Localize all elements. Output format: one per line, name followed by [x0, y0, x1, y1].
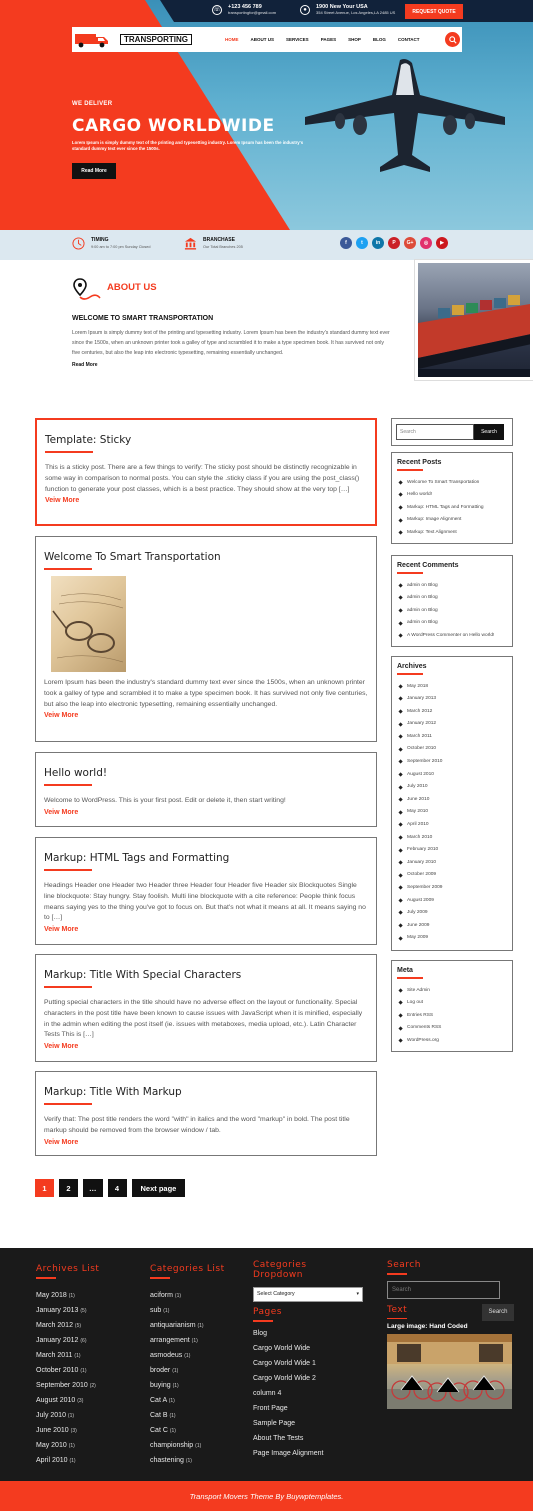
post-title[interactable]: Markup: Title With Markup: [44, 1086, 182, 1098]
footer-category-link[interactable]: [150, 1423, 225, 1438]
post-excerpt: This is a sticky post. There are a few things to verify: The sticky post should be distinctly recognizable in some way in comparison to normal posts. You can style the .sticky class if you are using the post_class() function to generate your post classes, which is a best practice. They should show at the very top […]: [45, 464, 360, 493]
facebook-icon[interactable]: f: [340, 237, 352, 249]
footer-archive-link-label: May 2010: [36, 1441, 67, 1449]
footer-archive-link-count: (1): [80, 1367, 87, 1374]
footer-archive-link[interactable]: [36, 1348, 99, 1363]
nav-shop[interactable]: SHOP: [348, 37, 361, 42]
footer-archive-link-count: (1): [74, 1352, 81, 1359]
archives-list: [397, 681, 507, 945]
main-menu: [219, 37, 426, 42]
branch-info: [184, 237, 243, 250]
post-card: [35, 536, 377, 742]
about-section: [0, 260, 533, 380]
footer-title-underline: [387, 1318, 407, 1320]
meta-link[interactable]: Entries RSS: [397, 1010, 507, 1023]
footer-category-link-label: asmodeus: [150, 1351, 183, 1359]
footer-archive-link[interactable]: [36, 1318, 99, 1333]
widget-title-underline: [397, 977, 423, 979]
footer-archive-link-count: (2): [89, 1382, 96, 1389]
address-title: 1900 New Your USA: [316, 4, 368, 10]
footer-page-link[interactable]: Cargo World Wide 2: [253, 1374, 316, 1382]
cargo-ship-image: [415, 260, 533, 380]
footer-page-link[interactable]: Page Image Alignment: [253, 1449, 324, 1457]
recent-comment-link[interactable]: admin on Blog: [397, 580, 507, 593]
linkedin-icon[interactable]: in: [372, 237, 384, 249]
post-excerpt: Welcome to WordPress. This is your first post. Edit or delete it, then start writing!: [44, 797, 286, 804]
footer-category-link-count: (1): [172, 1382, 179, 1389]
footer-archives: [36, 1264, 99, 1468]
category-dropdown-value: Select Category: [257, 1291, 295, 1297]
recent-comment-link[interactable]: admin on Blog: [397, 617, 507, 630]
meta-link[interactable]: Log out: [397, 997, 507, 1010]
footer-archive-link-count: (5): [80, 1307, 87, 1314]
archive-link[interactable]: April 2010: [397, 819, 507, 832]
footer-title-underline: [36, 1277, 56, 1279]
footer-category-link-count: (1): [195, 1442, 202, 1449]
request-quote-button[interactable]: REQUEST QUOTE: [405, 4, 463, 19]
main-navbar: [72, 27, 462, 52]
branch-title: BRANCHASE: [203, 237, 235, 243]
address-detail: 354 Street Avenue, Los Angeles,LA 2485 US: [316, 10, 396, 15]
footer-dropdown-pages: [253, 1260, 373, 1461]
footer-category-link-count: (1): [197, 1322, 204, 1329]
post-title[interactable]: Welcome To Smart Transportation: [44, 551, 221, 563]
footer-category-link[interactable]: [150, 1363, 225, 1378]
widget-title-underline: [397, 572, 423, 574]
footer-page-link[interactable]: About The Tests: [253, 1434, 304, 1442]
bicycles-image: [387, 1334, 512, 1409]
nav-contact[interactable]: CONTACT: [397, 37, 420, 42]
footer-pages-title: Pages: [253, 1307, 282, 1317]
footer-category-link[interactable]: [150, 1438, 225, 1453]
archive-link[interactable]: October 2010: [397, 743, 507, 756]
instagram-icon[interactable]: ◎: [420, 237, 432, 249]
recent-posts-list: [397, 477, 507, 540]
footer-archive-link[interactable]: [36, 1333, 99, 1348]
hero-read-more-button[interactable]: Read More: [72, 163, 116, 179]
address-contact: [300, 4, 395, 15]
archive-link[interactable]: August 2010: [397, 769, 507, 782]
sidebar-search-button[interactable]: Search: [474, 424, 504, 440]
about-heading: ABOUT US: [107, 282, 157, 293]
footer-category-link-count: (1): [174, 1292, 182, 1299]
recent-post-link[interactable]: Markup: Text Alignment: [397, 527, 507, 540]
hero-kicker: WE DELIVER: [72, 101, 113, 107]
footer-archive-link-label: April 2010: [36, 1456, 68, 1464]
logo-text: TRANSPORTING: [120, 34, 192, 45]
footer-archive-link[interactable]: [36, 1423, 99, 1438]
footer-archive-link-label: September 2010: [36, 1381, 88, 1389]
hero-title: CARGO WORLDWIDE: [72, 116, 275, 136]
post-title-underline: [44, 986, 92, 988]
recent-post-link[interactable]: Markup: HTML Tags and Formatting: [397, 502, 507, 515]
post-title[interactable]: Markup: Title With Special Characters: [44, 969, 242, 981]
footer-category-link-label: Cat B: [150, 1411, 168, 1419]
archive-link[interactable]: August 2009: [397, 895, 507, 908]
recent-post-link[interactable]: Markup: Image Alignment: [397, 514, 507, 527]
footer-category-link[interactable]: [150, 1333, 225, 1348]
footer-text-title: Text: [387, 1304, 408, 1315]
footer-category-link[interactable]: [150, 1453, 225, 1468]
footer-archive-link-count: (3): [70, 1427, 77, 1434]
page-ellipsis: …: [83, 1179, 103, 1197]
footer-pages-list: [253, 1326, 373, 1461]
footer-category-link-count: (1): [184, 1352, 191, 1359]
view-more-link[interactable]: Veiw More: [44, 808, 79, 816]
footer-archive-link-label: August 2010: [36, 1396, 76, 1404]
footer-category-link[interactable]: [150, 1408, 225, 1423]
footer-categories-list: [150, 1288, 225, 1468]
footer-archive-link[interactable]: [36, 1363, 99, 1378]
footer-title-underline: [253, 1320, 273, 1322]
archive-link[interactable]: June 2010: [397, 794, 507, 807]
footer-archive-link-count: (1): [68, 1442, 75, 1449]
archive-link[interactable]: February 2010: [397, 844, 507, 857]
widget-title-underline: [397, 469, 423, 471]
archive-link[interactable]: September 2010: [397, 756, 507, 769]
recent-comments-widget: [391, 555, 513, 647]
nav-about-us[interactable]: ABOUT US: [250, 37, 274, 42]
post-title-underline: [44, 568, 92, 570]
footer-archives-title: Archives List: [36, 1264, 100, 1274]
footer-dropdown-title: Categories Dropdown: [253, 1260, 307, 1280]
footer-archive-link[interactable]: [36, 1378, 99, 1393]
chevron-down-icon: ▾: [356, 1291, 359, 1297]
timing-text: 9:00 am to 7:00 pm Sunday Closed: [91, 245, 151, 249]
page-1-button[interactable]: 1: [35, 1179, 54, 1197]
footer-title-underline: [387, 1273, 407, 1275]
view-more-link[interactable]: Veiw More: [44, 926, 79, 934]
footer-image-caption: Large image: Hand Coded: [387, 1323, 468, 1330]
footer-categories: [150, 1264, 225, 1468]
archive-link[interactable]: January 2010: [397, 857, 507, 870]
footer-category-link-label: buying: [150, 1381, 171, 1389]
recent-comments-list: [397, 580, 507, 643]
footer-category-link-label: chastening: [150, 1456, 184, 1464]
sidebar-search-widget: [391, 418, 513, 446]
widget-title: Meta: [397, 967, 413, 974]
bank-icon: [184, 237, 197, 250]
archive-link[interactable]: June 2009: [397, 920, 507, 933]
footer-categories-title: Categories List: [150, 1264, 225, 1274]
archive-link[interactable]: October 2009: [397, 869, 507, 882]
archive-link[interactable]: March 2011: [397, 731, 507, 744]
recent-comment-link[interactable]: admin on Blog: [397, 592, 507, 605]
post-thumbnail-glasses: [51, 576, 126, 672]
recent-comment-link[interactable]: admin on Blog: [397, 605, 507, 618]
widget-title: Recent Comments: [397, 562, 459, 569]
meta-link[interactable]: WordPress.org: [397, 1035, 507, 1048]
post-card: [35, 837, 377, 945]
widget-title: Recent Posts: [397, 459, 442, 466]
info-bar: [0, 230, 533, 260]
meta-link[interactable]: Site Admin: [397, 985, 507, 998]
post-excerpt: Lorem Ipsum has been the industry's standard dummy text ever since the 1500s, when an unknown printer took a galley of type and scrambled it to make a type specimen book. It has survived not only five centuries, but also the leap into electronic typesetting, remaining essentially unchanged.: [44, 679, 368, 708]
pagination: [35, 1179, 185, 1197]
about-read-more-link[interactable]: Read More: [72, 362, 98, 368]
nav-search-button[interactable]: [445, 32, 460, 47]
footer-search-input[interactable]: Search: [387, 1281, 500, 1299]
route-map-icon: [72, 277, 102, 303]
post-title-underline: [44, 869, 92, 871]
timing-info: [72, 237, 151, 250]
archive-link[interactable]: September 2009: [397, 882, 507, 895]
post-title-underline: [45, 451, 93, 453]
footer-title-underline: [150, 1277, 170, 1279]
footer-category-link[interactable]: [150, 1288, 225, 1303]
archive-link[interactable]: May 2010: [397, 806, 507, 819]
post-title-underline: [44, 784, 92, 786]
footer-category-link[interactable]: [150, 1393, 225, 1408]
clock-icon: [72, 237, 85, 250]
archive-link[interactable]: January 2013: [397, 693, 507, 706]
view-more-link[interactable]: Veiw More: [44, 712, 79, 720]
archive-link[interactable]: July 2009: [397, 907, 507, 920]
footer-archive-link-label: July 2010: [36, 1411, 66, 1419]
recent-posts-widget: [391, 452, 513, 544]
hero-description: Lorem Ipsum is simply dummy text of the printing and typesetting industry. Lorem Ipsum has been the industry's standard dummy text ever since the 1500s.: [72, 140, 304, 151]
post-card: [35, 954, 377, 1062]
footer-category-link-count: (1): [169, 1427, 176, 1434]
footer-category-link-label: Cat A: [150, 1396, 167, 1404]
page-2-button[interactable]: 2: [59, 1179, 78, 1197]
post-title[interactable]: Template: Sticky: [45, 434, 132, 446]
footer-category-link-label: Cat C: [150, 1426, 168, 1434]
widget-title: Archives: [397, 663, 427, 670]
nav-services[interactable]: SERVICES: [286, 37, 309, 42]
footer-archive-link[interactable]: [36, 1438, 99, 1453]
social-links: [340, 237, 448, 249]
footer-category-link-label: arrangement: [150, 1336, 190, 1344]
next-page-button[interactable]: Next page: [132, 1179, 186, 1197]
footer-search-title: Search: [387, 1260, 421, 1270]
nav-blog[interactable]: BLOG: [372, 37, 386, 42]
footer-archive-link-label: June 2010: [36, 1426, 69, 1434]
footer-page-link[interactable]: column 4: [253, 1389, 282, 1397]
footer-category-link-label: aciform: [150, 1291, 173, 1299]
footer-search-text: [387, 1260, 514, 1409]
nav-pages[interactable]: PAGES: [320, 37, 337, 42]
truck-logo-icon: [74, 31, 112, 48]
footer-archive-link-label: January 2012: [36, 1336, 79, 1344]
footer-archive-link-label: October 2010: [36, 1366, 79, 1374]
footer-category-link[interactable]: [150, 1318, 225, 1333]
hero-banner: [0, 0, 533, 230]
archive-link[interactable]: May 2009: [397, 932, 507, 945]
footer-category-link-count: (1): [185, 1457, 192, 1464]
post-title[interactable]: Hello world!: [44, 767, 108, 779]
view-more-link[interactable]: Veiw More: [44, 1138, 79, 1146]
footer-page-link[interactable]: Sample Page: [253, 1419, 296, 1427]
footer-archives-list: [36, 1288, 99, 1468]
recent-post-link[interactable]: Hello world!: [397, 489, 507, 502]
post-excerpt: Verify that: The post title renders the word "with" in italics and the word "markup" in bold. The post title markup should be removed from the browser window / tab.: [44, 1116, 350, 1134]
category-dropdown[interactable]: [253, 1287, 363, 1302]
footer-archive-link-count: (3): [77, 1397, 84, 1404]
archive-link[interactable]: January 2012: [397, 718, 507, 731]
post-excerpt: Headings Header one Header two Header three Header four Header five Header six Blockquotes Single line blockquote: Stay hungry. Stay foolish. Multi line blockquote with a cite reference: People think focus means saying yes to the thing you've got to focus on. But that's not what it means at all. It means saying no to […]: [44, 882, 366, 922]
phone-number: +123 456 789: [228, 4, 262, 10]
about-text: Lorem Ipsum is simply dummy text of the printing and typesetting industry. Lorem Ipsum has been the industry's standard dummy text ever since the 1500s, when an unknown printer took a galley of type and scrambled it to make a type specimen book. It has survived not only five centuries, but also the leap into electronic typesetting, remaining essentially unchanged.: [72, 330, 390, 356]
footer-category-link[interactable]: [150, 1378, 225, 1393]
post-card: [35, 752, 377, 827]
footer-archive-link-count: (1): [68, 1292, 75, 1299]
copyright-bar: Transport Movers Theme By Buywptemplates.: [0, 1481, 533, 1511]
footer-category-link-label: antiquarianism: [150, 1321, 196, 1329]
archives-widget: [391, 656, 513, 951]
phone-icon: ☏: [212, 5, 222, 15]
recent-comment-link[interactable]: A WordPress Commenter on Hello world!: [397, 630, 507, 643]
footer-archive-link-count: (6): [80, 1337, 87, 1344]
meta-list: [397, 985, 507, 1048]
about-subheading: WELCOME TO SMART TRANSPORTATION: [72, 315, 214, 322]
nav-home[interactable]: HOME: [225, 37, 239, 42]
footer-category-link-count: (1): [168, 1397, 175, 1404]
footer-archive-link-count: (5): [74, 1322, 82, 1329]
footer-archive-link[interactable]: [36, 1393, 99, 1408]
view-more-link[interactable]: Veiw More: [45, 497, 80, 505]
footer: [0, 1248, 533, 1481]
footer-page-link[interactable]: Front Page: [253, 1404, 288, 1412]
footer-archive-link[interactable]: [36, 1408, 99, 1423]
email-address: transportingfor@gmail.com: [228, 10, 277, 15]
timing-title: TIMING: [91, 237, 109, 243]
page-4-button[interactable]: 4: [108, 1179, 127, 1197]
meta-link[interactable]: Comments RSS: [397, 1022, 507, 1035]
footer-page-link[interactable]: Cargo World Wide 1: [253, 1359, 316, 1367]
phone-contact: [212, 4, 276, 15]
footer-category-link-label: broder: [150, 1366, 171, 1374]
widget-title-underline: [397, 673, 423, 675]
archive-link[interactable]: May 2018: [397, 681, 507, 694]
search-icon: [449, 36, 457, 44]
view-more-link[interactable]: Veiw More: [44, 1043, 79, 1051]
airplane-image: [300, 55, 510, 175]
footer-category-link-label: sub: [150, 1306, 162, 1314]
post-excerpt: Putting special characters in the title should have no adverse effect on the layout or functionality. Special characters in the post title have been known to cause issues with JavaScript when it is minified, especially in the admin when editing the post itself (ie. issues with metaboxes, media upload, etc.). Latin Character Tests This is […]: [44, 999, 363, 1039]
archive-link[interactable]: March 2010: [397, 832, 507, 845]
post-title-underline: [44, 1103, 92, 1105]
google-plus-icon[interactable]: G+: [404, 237, 416, 249]
footer-archive-link-count: (1): [67, 1412, 75, 1419]
footer-archive-link-label: January 2013: [36, 1306, 79, 1314]
pinterest-icon[interactable]: P: [388, 237, 400, 249]
location-icon: ●: [300, 5, 310, 15]
footer-archive-link-label: March 2012: [36, 1321, 73, 1329]
footer-page-link[interactable]: Blog: [253, 1329, 268, 1337]
footer-archive-link[interactable]: [36, 1303, 99, 1318]
post-title[interactable]: Markup: HTML Tags and Formatting: [44, 852, 230, 864]
footer-archive-link[interactable]: [36, 1453, 99, 1468]
footer-category-link-count: (1): [169, 1412, 176, 1419]
youtube-icon[interactable]: ▶: [436, 237, 448, 249]
footer-category-link-count: (1): [172, 1367, 179, 1374]
footer-category-link-label: championship: [150, 1441, 194, 1449]
footer-category-link[interactable]: [150, 1303, 225, 1318]
footer-page-link[interactable]: Cargo World Wide: [253, 1344, 311, 1352]
footer-archive-link-label: May 2018: [36, 1291, 67, 1299]
twitter-icon[interactable]: t: [356, 237, 368, 249]
sidebar-search-input[interactable]: Search: [396, 424, 474, 440]
footer-archive-link-count: (1): [69, 1457, 76, 1464]
post-card-sticky: [35, 418, 377, 526]
site-logo[interactable]: [74, 29, 186, 50]
footer-category-link-count: (1): [191, 1337, 198, 1344]
footer-search-button[interactable]: Search: [482, 1304, 514, 1321]
footer-archive-link[interactable]: [36, 1288, 99, 1303]
post-card: [35, 1071, 377, 1156]
footer-category-link[interactable]: [150, 1348, 225, 1363]
meta-widget: [391, 960, 513, 1052]
recent-post-link[interactable]: Welcome To Smart Transportation: [397, 477, 507, 490]
archive-link[interactable]: July 2010: [397, 781, 507, 794]
archive-link[interactable]: March 2012: [397, 706, 507, 719]
branch-text: Our Total Branches 205: [203, 245, 243, 249]
footer-category-link-count: (1): [163, 1307, 170, 1314]
footer-archive-link-label: March 2011: [36, 1351, 73, 1359]
